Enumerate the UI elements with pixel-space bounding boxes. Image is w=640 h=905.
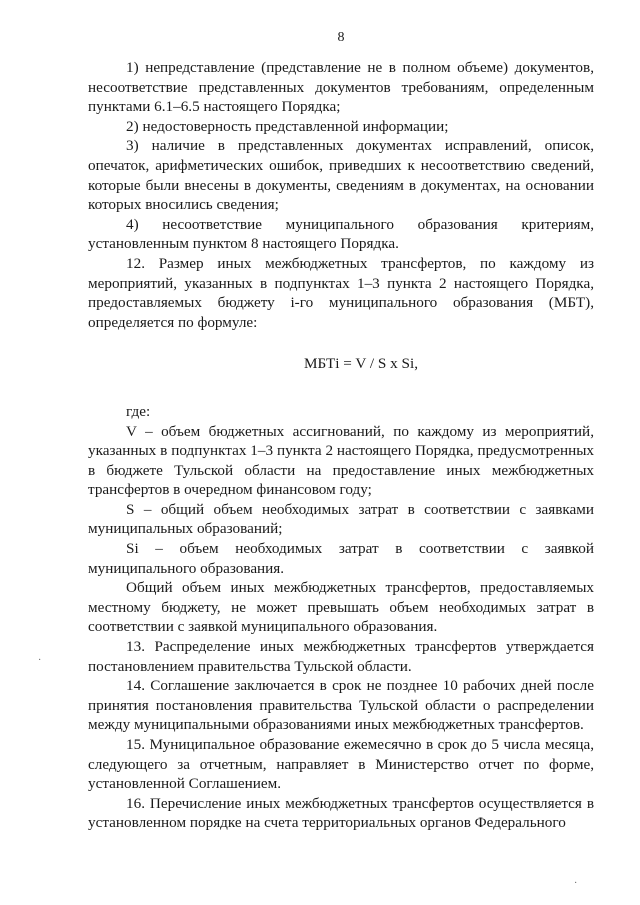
where-label: где: [126, 402, 151, 420]
definition-s: S – общий объем необходимых затрат в соответствии с заявками муниципальных образований; [88, 500, 594, 538]
paragraph-item-13: 13. Распределение иных межбюджетных трансфертов утверждается постановлением правительства Тульской области. [88, 638, 594, 675]
formula: МБТi = V / S x Si, [303, 355, 418, 373]
paragraph-item-16: 16. Перечисление иных межбюджетных трансфертов осуществляется в установленном порядке на счета территориальных органов Федерального [88, 794, 594, 832]
paragraph-item-14: 14. Соглашение заключается в срок не позднее 10 рабочих дней после принятия постановления правительства Тульской области о распределении между муниципальными образованиями иных межбюджетных трансфертов. [88, 677, 594, 734]
paragraph-item-12: 12. Размер иных межбюджетных трансфертов, по каждому из мероприятий, указанных в подпунктах 1–3 пункта 2 настоящего Порядка, предоставляемых бюджету i-го муниципального образования (МБТ), определяется по формуле: [88, 254, 594, 331]
definition-si: Si – объем необходимых затрат в соответствии с заявкой муниципального образования. [88, 540, 594, 577]
paragraph-refusal-3: 3) наличие в представленных документах исправлений, описок, опечаток, арифметических ошибок, приведших к несоответствию сведений, которые были внесены в документы, сведениям в документах, на основании которых вносились сведения; [88, 137, 594, 214]
page-number: 8 [337, 30, 345, 45]
paragraph-refusal-1: 1) непредставление (представление не в полном объеме) документов, несоответствие представленных документов требованиям, определенным пунктами 6.1–6.5 настоящего Порядка; [88, 59, 594, 116]
scan-mark-left: · [38, 655, 42, 666]
document-body [88, 58, 594, 833]
paragraph-total-limit: Общий объем иных межбюджетных трансфертов, предоставляемых местному бюджету, не может превышать объем необходимых затрат в соответствии с заявкой муниципального образования. [88, 579, 594, 636]
scan-mark-right: · [574, 878, 578, 889]
paragraph-item-15: 15. Муниципальное образование ежемесячно в срок до 5 числа месяца, следующего за отчетным, направляет в Министерство отчет по форме, установленной Соглашением. [88, 736, 594, 793]
definition-v: V – объем бюджетных ассигнований, по каждому из мероприятий, указанных в подпунктах 1–3 пункта 2 настоящего Порядка, предусмотренных в бюджете Тульской области на предоставление иных межбюджетных трансфертов в очередном финансовом году; [88, 422, 594, 499]
paragraph-refusal-2: 2) недостоверность представленной информации; [126, 117, 449, 135]
paragraph-refusal-4: 4) несоответствие муниципального образования критериям, установленным пунктом 8 настоящего Порядка. [88, 215, 594, 253]
